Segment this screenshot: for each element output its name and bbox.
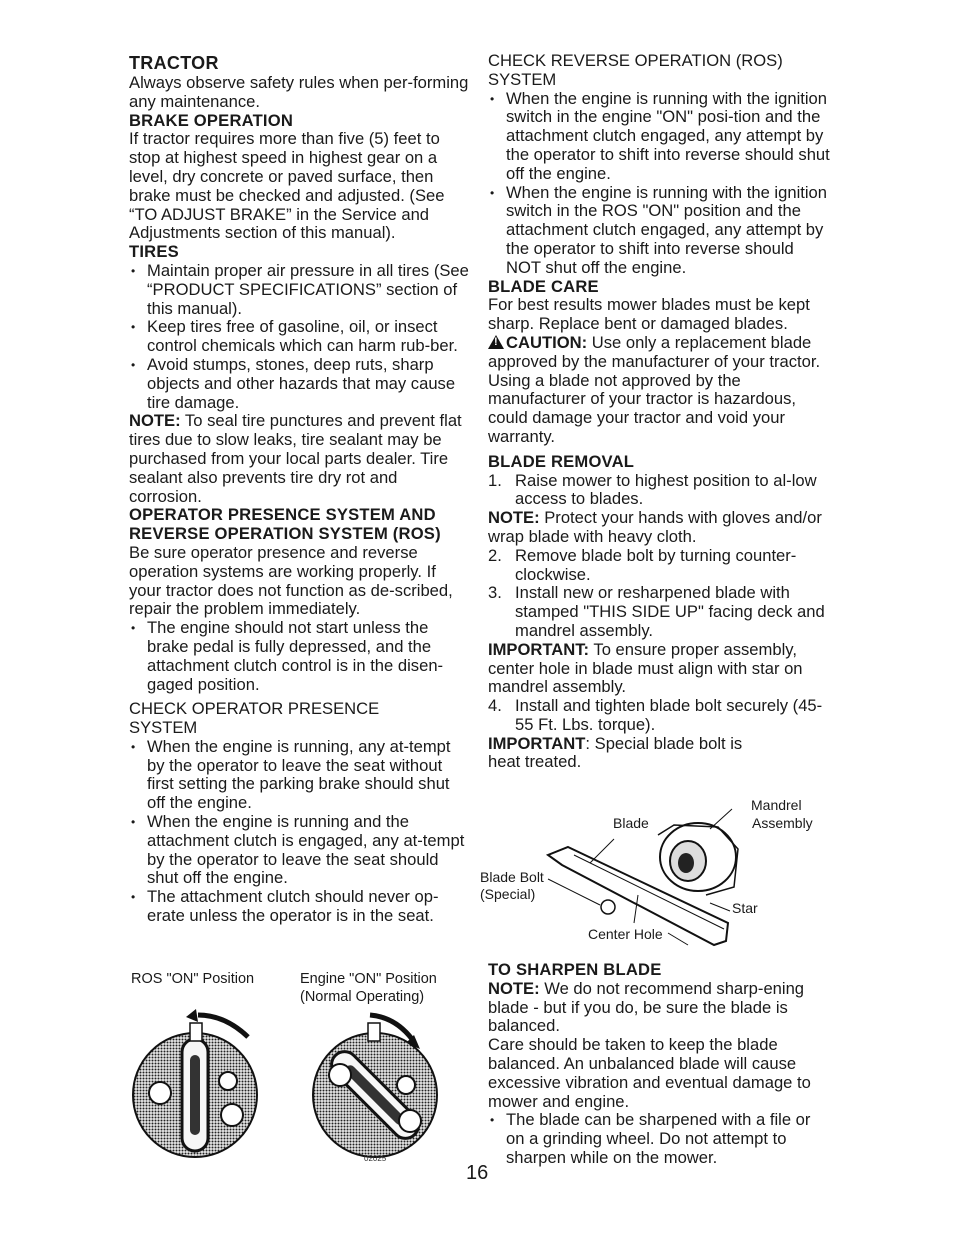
- assembly-label: Assembly: [752, 815, 813, 831]
- step-3: 3. Install new or resharpened blade with stamped "THIS SIDE UP" facing deck and mandrel assembly.: [488, 583, 825, 640]
- caution-label: CAUTION:: [506, 332, 588, 352]
- ops-text: Be sure operator presence and reverse operation systems are working properly. If your tractor does not function as de-scribed, repair the problem immediately.: [129, 542, 453, 619]
- sharpen-note: NOTE: We do not recommend sharp-ening blade - but if you do, be sure the blade is balanced.: [488, 978, 805, 1036]
- blade-label: Blade: [613, 815, 649, 831]
- center-hole-label: Center Hole: [588, 926, 663, 942]
- important-2: IMPORTANT: Special blade bolt is heat treated.: [488, 733, 743, 772]
- blade-removal-heading: BLADE REMOVAL: [488, 451, 635, 471]
- ops-bullet: • The engine should not start unless the brake pedal is fully depressed, and the attachment clutch control is in the disen-gaged position.: [129, 619, 469, 694]
- note-text: To seal tire punctures and prevent flat tires due to slow leaks, tire sealant may be purchased from your local parts dealer. Tire sealant also prevents tire dry rot and corrosion.: [129, 411, 462, 506]
- star-label: Star: [732, 900, 758, 916]
- left-column: [129, 52, 469, 926]
- right-column: [488, 52, 833, 772]
- note-label: NOTE:: [129, 411, 181, 431]
- tires-bullet: • Avoid stumps, stones, deep ruts, sharp objects and other hazards that may cause tire damage.: [129, 356, 469, 412]
- blade-care-text: For best results mower blades must be kept sharp. Replace bent or damaged blades.: [488, 295, 810, 334]
- engine-switch-icon: [313, 1015, 437, 1157]
- tractor-heading: TRACTOR: [129, 53, 219, 73]
- warning-icon: [488, 335, 504, 349]
- sharpen-text: Care should be taken to keep the blade balanced. An unbalanced blade will cause excessive vibration and eventual damage to mower and engine.: [488, 1035, 811, 1111]
- tractor-intro: Always observe safety rules when per-forming any maintenance.: [129, 73, 469, 111]
- special-label: (Special): [480, 886, 536, 902]
- ignition-switch-figure: [130, 1005, 460, 1165]
- step-4: 4. Install and tighten blade bolt securely (45-55 Ft. Lbs. torque).: [488, 696, 823, 734]
- check-ops-bullet: • When the engine is running, any at-tempt by the operator to leave the seat without first setting the parking brake should shut off the engine.: [129, 738, 469, 813]
- ros-switch-icon: [133, 1009, 257, 1157]
- removal-note: NOTE: Protect your hands with gloves and/or wrap blade with heavy cloth.: [488, 508, 822, 546]
- check-ros-bullet: • When the engine is running with the ignition switch in the engine "ON" posi-tion and the attachment clutch engaged, any attempt by the operator to shift into reverse should shut off the engine.: [488, 90, 833, 184]
- sharpen-bullet: • The blade can be sharpened with a file or on a grinding wheel. Do not attempt to sharpen while on the mower.: [488, 1111, 833, 1167]
- ros-position-label: ROS "ON" Position: [131, 971, 255, 987]
- check-ops-heading: CHECK OPERATOR PRESENCE SYSTEM: [129, 699, 380, 738]
- sharpen-heading: TO SHARPEN BLADE: [488, 960, 662, 979]
- sharpen-section: [488, 961, 833, 1168]
- ops-heading: OPERATOR PRESENCE SYSTEM AND REVERSE OPERATION SYSTEM (ROS): [129, 505, 441, 544]
- tires-note: [129, 412, 469, 506]
- check-ros-heading: CHECK REVERSE OPERATION (ROS) SYSTEM: [488, 51, 783, 89]
- page-number: 16: [466, 1162, 489, 1184]
- brake-heading: BRAKE OPERATION: [129, 110, 294, 130]
- blade-care-heading: BLADE CARE: [488, 276, 599, 296]
- tires-bullet: • Keep tires free of gasoline, oil, or insect control chemicals which can harm rub-ber.: [129, 318, 469, 356]
- check-ops-bullet: • When the engine is running and the attachment clutch is engaged, any at-tempt by the operator to leave the seat should shut off the engine.: [129, 813, 469, 888]
- tires-heading: TIRES: [129, 242, 179, 262]
- important-1: IMPORTANT: To ensure proper assembly, center hole in blade must align with star on mandrel assembly.: [488, 639, 803, 697]
- brake-text: If tractor requires more than five (5) feet to stop at highest speed in highest gear on a level, dry concrete or paved surface, then brake must be checked and adjusted. (See “TO ADJUST BRAKE” in the Service and Adjustments section of this manual).: [129, 129, 445, 243]
- check-ops-bullet: • The attachment clutch should never op-erate unless the operator is in the seat.: [129, 888, 469, 926]
- step-2: 2. Remove blade bolt by turning counter-clockwise.: [488, 545, 797, 584]
- tires-bullet: • Maintain proper air pressure in all tires (See “PRODUCT SPECIFICATIONS” section of this manual).: [129, 262, 469, 318]
- engine-position-sublabel: (Normal Operating): [300, 989, 425, 1005]
- check-ros-bullet: • When the engine is running with the ignition switch in the ROS "ON" position and the attachment clutch engaged, any attempt by the operator to shift into reverse should NOT shut off the engine.: [488, 184, 833, 278]
- blade-caution: [488, 334, 833, 447]
- blade-bolt-label: Blade Bolt: [480, 869, 544, 885]
- step-1: 1. Raise mower to highest position to al-low access to blades.: [488, 470, 817, 509]
- engine-position-label: Engine "ON" Position: [300, 971, 437, 987]
- caution-text: Use only a replacement blade approved by the manufacturer of your tractor. Using a blade not approved by the manufacturer of your tractor is hazardous, could damage your tractor and void your warranty.: [488, 332, 821, 446]
- figure-code: 02025: [364, 1154, 387, 1163]
- mandrel-label: Mandrel: [751, 797, 802, 813]
